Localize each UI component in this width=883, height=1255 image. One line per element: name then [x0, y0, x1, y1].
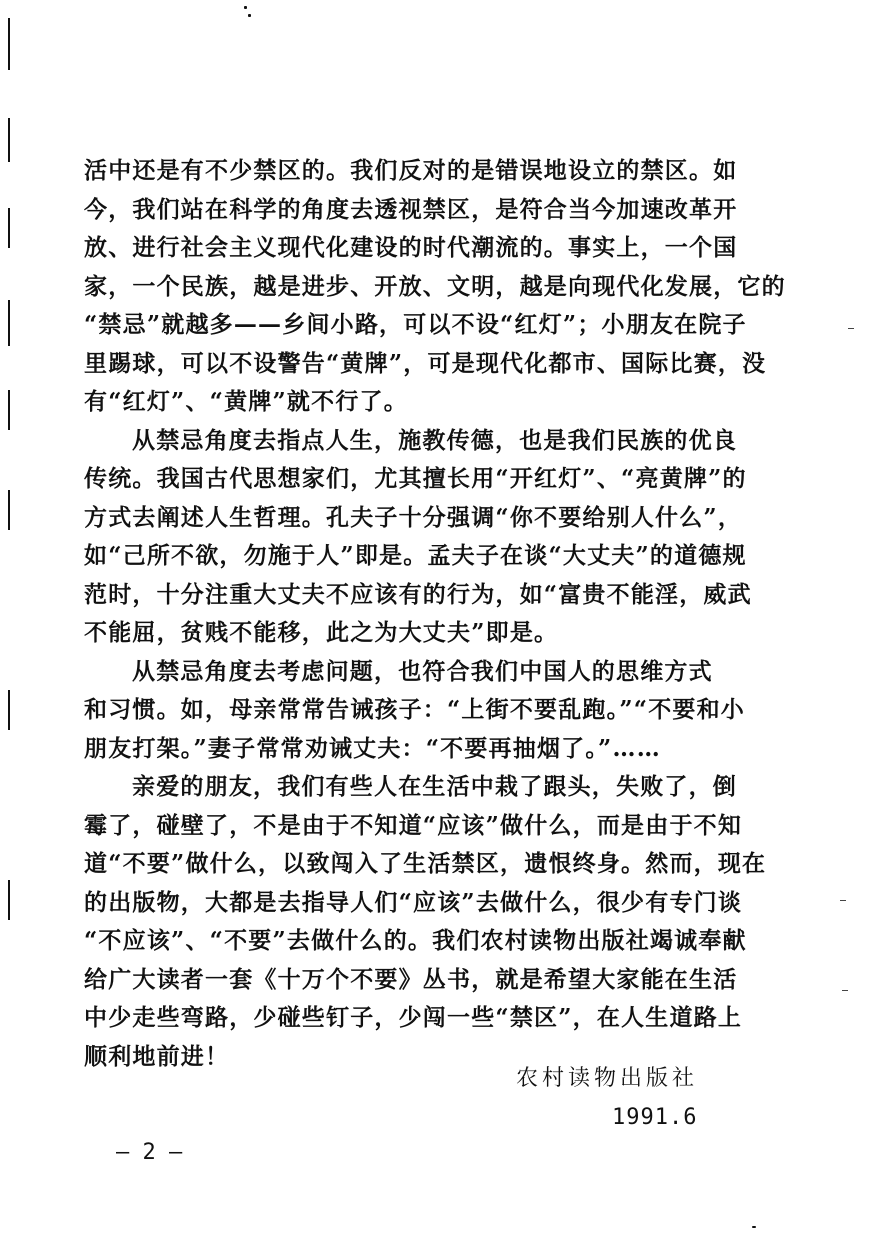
text-line: 从禁忌角度去指点人生，施教传德，也是我们民族的优良	[132, 426, 737, 454]
text-line: 今，我们站在科学的角度去透视禁区，是符合当今加速改革开	[84, 195, 738, 223]
signature-date: 1991.6	[612, 1105, 698, 1130]
scan-speck	[248, 14, 251, 17]
publisher-signature: 农村读物出版社	[516, 1066, 699, 1091]
scan-mark	[8, 690, 10, 730]
scan-speck	[848, 328, 854, 329]
text-line: “禁忌”就越多——乡间小路，可以不设“红灯”；小朋友在院子	[84, 311, 747, 338]
text-line: 传统。我国古代思想家们，尤其擅长用“开红灯”、“亮黄牌”的	[84, 465, 747, 492]
text-line: 不能屈，贫贱不能移，此之为大丈夫”即是。	[84, 619, 559, 646]
text-line: 霉了，碰壁了，不是由于不知道“应该”做什么，而是由于不知	[84, 811, 743, 839]
scan-mark	[8, 208, 10, 248]
text-line: 方式去阐述人生哲理。孔夫子十分强调“你不要给别人什么”，	[84, 503, 743, 531]
text-line: 活中还是有不少禁区的。我们反对的是错误地设立的禁区。如	[84, 157, 738, 184]
scan-speck	[840, 900, 846, 901]
text-line: 道“不要”做什么，以致闯入了生活禁区，遗恨终身。然而，现在	[84, 850, 767, 877]
page-number: — 2 —	[116, 1140, 183, 1165]
text-line: 亲爱的朋友，我们有些人在生活中栽了跟头，失败了，倒	[132, 773, 737, 800]
text-line: 的出版物，大都是去指导人们“应该”去做什么，很少有专门谈	[84, 888, 743, 916]
text-line: 家，一个民族，越是进步、开放、文明，越是向现代化发展，它的	[84, 272, 786, 300]
text-line: 有“红灯”、“黄牌”就不行了。	[84, 388, 408, 415]
text-line: 放、进行社会主义现代化建设的时代潮流的。事实上，一个国	[84, 234, 738, 261]
text-line: 顺利地前进！	[84, 1042, 230, 1070]
scan-mark	[8, 880, 10, 920]
text-line: “不应该”、“不要”去做什么的。我们农村读物出版社竭诚奉献	[84, 927, 747, 954]
body-text	[84, 152, 786, 1076]
text-line: 里踢球，可以不设警告“黄牌”，可是现代化都市、国际比赛，没	[84, 349, 767, 377]
scan-mark	[8, 300, 10, 346]
text-line: 范时，十分注重大丈夫不应该有的行为，如“富贵不能淫，威武	[84, 580, 752, 608]
scan-mark	[8, 118, 10, 162]
scan-speck	[244, 6, 247, 9]
scan-mark	[8, 18, 10, 70]
text-line: 如“己所不欲，勿施于人”即是。孟夫子在谈“大丈夫”的道德规	[84, 542, 747, 569]
text-line: 和习惯。如，母亲常常告诫孩子：“上街不要乱跑。”“不要和小	[84, 696, 745, 723]
scan-mark	[8, 490, 10, 530]
text-line: 中少走些弯路，少碰些钉子，少闯一些“禁区”，在人生道路上	[84, 1004, 743, 1031]
scan-speck	[752, 1226, 756, 1228]
scan-mark	[8, 390, 10, 430]
text-line: 朋友打架。”妻子常常劝诫丈夫：“不要再抽烟了。”……	[84, 734, 661, 762]
text-line: 给广大读者一套《十万个不要》丛书，就是希望大家能在生活	[84, 965, 738, 993]
scan-speck	[842, 990, 848, 991]
text-line: 从禁忌角度去考虑问题，也符合我们中国人的思维方式	[132, 657, 713, 685]
